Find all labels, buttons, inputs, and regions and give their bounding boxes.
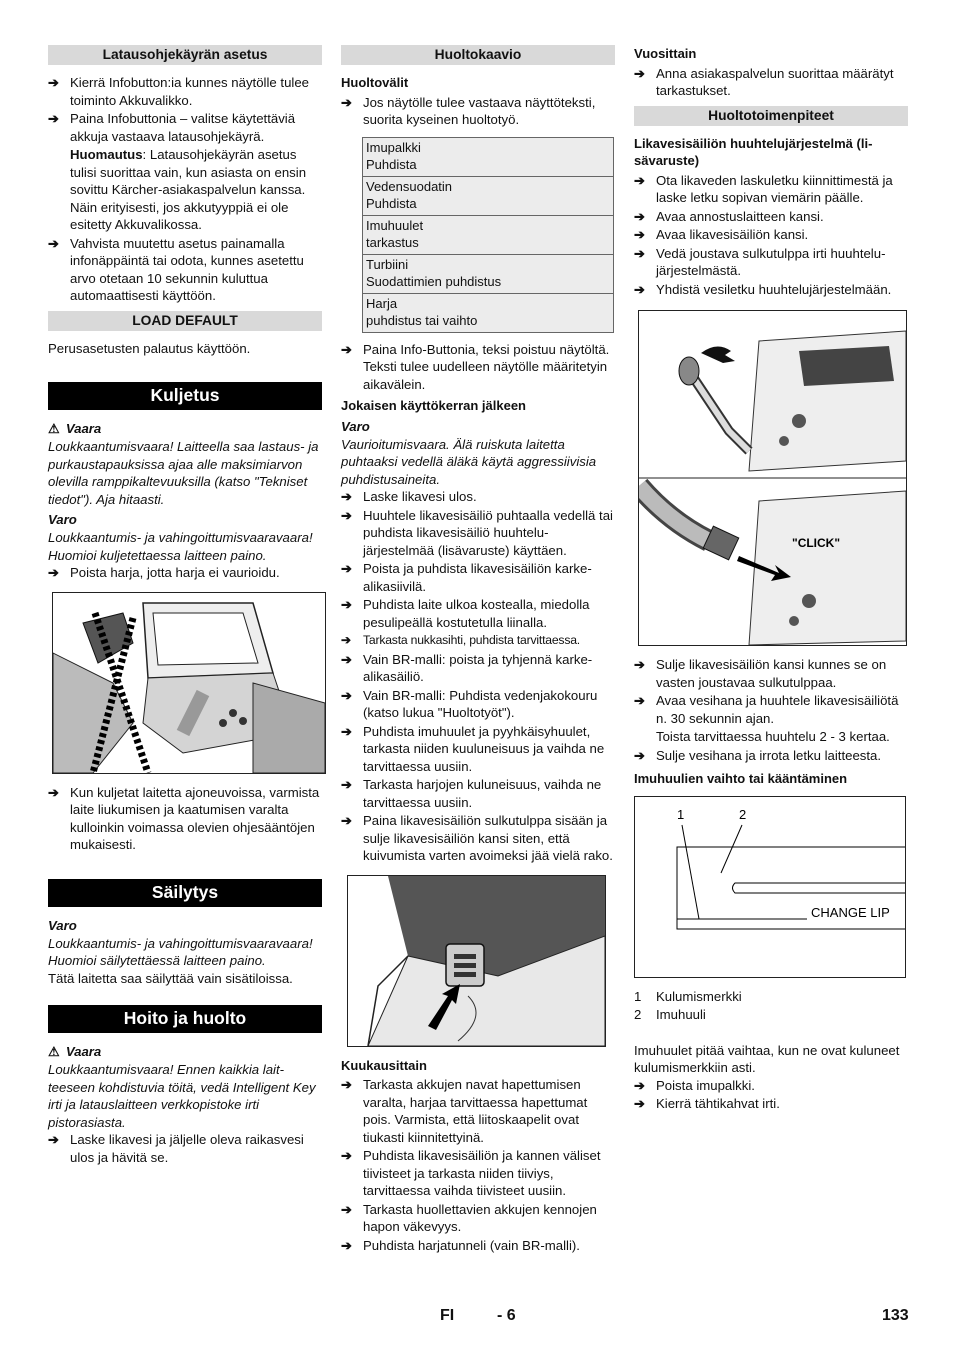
arrow-icon: ➔ [341, 94, 353, 110]
arrow-icon: ➔ [634, 657, 646, 672]
table-row: Imupalkki Puhdista [363, 137, 614, 176]
step: ➔ Puhdista harjatunneli (vain BR-malli). [341, 1237, 580, 1253]
arrow-icon: ➔ [341, 341, 353, 357]
arrow-icon: ➔ [341, 561, 353, 576]
paragraph: Tätä laitetta saa säilyttää vain sisätiloissa. [48, 970, 293, 986]
step: ➔ Huuhtele likavesisäiliö puhtaalla vedellä tai puhdista likavesisäiliö huuhtelujärjestelmää (lisävaruste) käyttäen. [341, 507, 613, 558]
arrow-icon: ➔ [341, 651, 353, 667]
footer-local-page: - 6 [497, 1307, 516, 1324]
arrow-icon: ➔ [341, 489, 353, 504]
sub-heading: Imuhuulien vaihto tai kääntäminen [634, 771, 848, 786]
footer-page-number: 133 [882, 1307, 909, 1324]
figure-change-lip [634, 796, 906, 978]
click-label: "CLICK" [792, 536, 841, 550]
sub-heading: Huoltovälit [341, 75, 409, 90]
chapter-heading-sailytys: Säilytys [48, 879, 322, 907]
step: ➔ Vain BR-malli: poista ja tyhjennä karkealikasäiliö. [341, 651, 593, 684]
column-1 [48, 45, 322, 1167]
warning-triangle-icon: ⚠ [48, 421, 60, 436]
paragraph: Perusasetusten palautus käyttöön. [48, 340, 251, 356]
table-row: Imuhuulet tarkastus [363, 215, 614, 254]
step: ➔ Poista imupalkki. [634, 1077, 755, 1093]
arrow-icon: ➔ [48, 1132, 60, 1147]
arrow-icon: ➔ [48, 784, 60, 800]
chapter-heading-kuljetus: Kuljetus [48, 382, 322, 410]
caution-text: Vaurioitumisvaara. Älä ruiskuta laitetta puhtaaksi vedellä äläkä käytä aggressiivisia puhdistusaineita. [341, 436, 597, 487]
arrow-icon: ➔ [341, 1077, 353, 1092]
step: ➔ Vahvista muutettu asetus painamalla infonäppäintä tai odota, kunnes asetettu arvo otetaan 10 sekunnin kuluttua automaattisesti käyttöön. [48, 235, 304, 303]
arrow-icon: ➔ [341, 723, 353, 739]
step: ➔ Kierrä tähtikahvat irti. [634, 1096, 780, 1111]
step: ➔ Vain BR-malli: Puhdista vedenjakokouru (katso lukua "Huoltotyöt"). [341, 687, 598, 720]
step: ➔ Puhdista imuhuulet ja pyyhkäisyhuulet, tarkasta niiden kuuluneisuus ja vaihda ne tarvittaessa uusiin. [341, 723, 605, 774]
arrow-icon: ➔ [341, 633, 352, 647]
arrow-icon: ➔ [634, 172, 646, 188]
step: ➔ Puhdista laite ulkoa kostealla, miedolla pesulipeällä kostutetulla liinalla. [341, 597, 590, 630]
column-2 [341, 45, 615, 1255]
arrow-icon: ➔ [341, 597, 353, 612]
warning-label: ⚠ Vaara [48, 421, 102, 436]
machine-illustration [53, 593, 325, 773]
sub-heading: Vuosittain [634, 46, 697, 61]
arrow-icon: ➔ [48, 75, 60, 90]
step: ➔ Avaa likavesisäiliön kansi. [634, 227, 809, 242]
figure-remove-brush [52, 592, 326, 774]
footer-language: FI [440, 1307, 455, 1324]
legend-item: 1 Kulumismerkki [634, 988, 742, 1004]
arrow-icon: ➔ [634, 1096, 646, 1111]
table-row: Harja puhdistus tai vaihto [363, 293, 614, 332]
step: ➔ Kierrä Infobutton:ia kunnes näytölle tulee toiminto Akkuvalikko. [48, 75, 309, 108]
caution-text: Loukkaantumis- ja vahingoittumisvaaravaara! Huomioi kuljetettaessa laitteen paino. [48, 530, 313, 563]
legend-item: 2 Imuhuuli [634, 1006, 706, 1022]
step: ➔ Paina likavesisäiliön sulkutulppa sisään ja sulje likavesisäiliön kansi siten, että kuivumista varten avoimeksi jää vielä rako. [341, 813, 613, 863]
callout-1: 1 [677, 806, 685, 822]
callout-2: 2 [739, 806, 747, 822]
step: ➔ Paina Infobuttonia – valitse käytettäviä akkuja vastaava latausohjekäyrä. [48, 111, 296, 144]
table-row: Vedensuodatin Puhdista [363, 176, 614, 215]
step: ➔ Avaa annostuslaitteen kansi. [634, 208, 824, 224]
step: ➔ Kun kuljetat laitetta ajoneuvoissa, varmista laite liukumisen ja kaatumisen varalta kulloinkin voimassa olevien ohjesääntöjen mukaisesti. [48, 784, 320, 852]
warning-text: Loukkaantumisvaara! Laitteella saa lastaus- ja purkaustapauksissa ajaa alle maksimiarvon olevilla ramppikaltevuuksilla (katso "Tekniset tiedot"). Aja hitaasti. [48, 439, 319, 507]
arrow-icon: ➔ [341, 777, 353, 792]
arrow-icon: ➔ [634, 65, 646, 81]
step: ➔ Avaa vesihana ja huuhtele likavesisäiliötä n. 30 sekunnin ajan. [634, 693, 899, 726]
step: ➔ Sulje likavesisäiliön kansi kunnes se on vasten joustavaa sulkutulppaa. [634, 657, 887, 690]
arrow-icon: ➔ [48, 111, 60, 126]
step: ➔ Sulje vesihana ja irrota letku laitteesta. [634, 747, 882, 763]
arrow-icon: ➔ [48, 565, 60, 580]
section-heading-charging-curve: Latausohjekäyrän asetus [48, 45, 322, 65]
note: Huomautus: Latausohjekäyrän asetus tulisi suorittaa vain, kun asiasta on ensin sovittu Kärcher-asiakaspalvelun kanssa. Näin erityisesti, jos akkutyyppiä ei ole esitetty Akkuvalikossa. [70, 147, 307, 232]
arrow-icon: ➔ [341, 507, 353, 523]
sub-heading: Jokaisen käyttökerran jälkeen [341, 398, 526, 413]
arrow-icon: ➔ [634, 281, 646, 297]
arrow-icon: ➔ [341, 813, 353, 828]
caution-label: Varo [48, 512, 77, 527]
step: ➔ Anna asiakaspalvelun suorittaa määrätyt tarkastukset. [634, 65, 894, 98]
arrow-icon: ➔ [341, 1237, 353, 1253]
arrow-icon: ➔ [634, 693, 646, 708]
caution-text: Loukkaantumis- ja vahingoittumisvaaravaara! Huomioi säilytettäessä laitteen paino. [48, 935, 313, 968]
change-lip-label: CHANGE LIP [811, 904, 890, 920]
warning-label: ⚠ Vaara [48, 1044, 102, 1059]
rinse-system-illustration [639, 311, 906, 645]
arrow-icon: ➔ [341, 687, 353, 703]
paragraph: Imuhuulet pitää vaihtaa, kun ne ovat kuluneet kulumismerkkiin asti. [634, 1042, 900, 1075]
note: Toista tarvittaessa huuhtelu 2 - 3 kertaa. [656, 729, 890, 744]
maintenance-table [362, 137, 614, 333]
section-heading-maintenance-work: Huoltotoimenpiteet [634, 106, 908, 126]
step: ➔ Puhdista likavesisäiliön ja kannen väliset tiivisteet ja tarkasta niiden tiiviys, tarvittaessa vaihda tiivisteet uusiin. [341, 1148, 601, 1198]
arrow-icon: ➔ [341, 1201, 353, 1217]
step: ➔ Vedä joustava sulkutulppa irti huuhtelujärjestelmästä. [634, 245, 886, 278]
tank-plug-illustration [348, 876, 605, 1046]
step: ➔ Tarkasta harjojen kuluneisuus, vaihda ne tarvittaessa uusiin. [341, 777, 602, 810]
arrow-icon: ➔ [634, 227, 646, 242]
arrow-icon: ➔ [634, 245, 646, 261]
step: ➔ Poista ja puhdista likavesisäiliön karkealikasiivilä. [341, 561, 592, 594]
chapter-heading-hoito: Hoito ja huolto [48, 1005, 322, 1033]
caution-label: Varo [341, 418, 370, 434]
step: ➔ Yhdistä vesiletku huuhtelujärjestelmään. [634, 281, 892, 297]
arrow-icon: ➔ [634, 208, 646, 224]
column-3 [634, 45, 908, 1114]
caution-label: Varo [48, 917, 77, 933]
step: ➔ Jos näytölle tulee vastaava näyttöteksti, suorita kyseinen huoltotyö. [341, 94, 596, 127]
sub-heading: Likavesisäiliön huuhtelujärjestelmä (lisävaruste) [634, 135, 873, 168]
step: ➔ Poista harja, jotta harja ei vaurioidu. [48, 565, 280, 580]
arrow-icon: ➔ [341, 1148, 353, 1163]
step: ➔ Tarkasta akkujen navat hapettumisen varalta, harjaa tarvittaessa hapettumat pois. Varmista, että liitoskaapelit ovat tiukasti kiinnitettyinä. [341, 1077, 588, 1145]
arrow-icon: ➔ [48, 235, 60, 251]
step: ➔ Laske likavesi ulos. [341, 489, 477, 504]
step: ➔ Tarkasta huollettavien akkujen kennojen hapon väkevyys. [341, 1201, 597, 1234]
arrow-icon: ➔ [634, 1077, 646, 1093]
sub-heading: Kuukausittain [341, 1057, 427, 1073]
warning-text: Loukkaantumisvaara! Ennen kaikkia laitteeseen kohdistuvia töitä, vedä Intelligent Key irti ja latauslaitteen verkkopistoke irti pistorasiasta. [48, 1062, 316, 1130]
table-row: Turbiini Suodattimien puhdistus [363, 254, 614, 293]
warning-triangle-icon: ⚠ [48, 1044, 60, 1059]
step: ➔ Tarkasta nukkasihti, puhdista tarvittaessa. [341, 632, 615, 650]
step: ➔ Laske likavesi ja jäljelle oleva raikasvesi ulos ja hävitä se. [48, 1132, 304, 1165]
figure-rinse-system [638, 310, 907, 646]
section-heading-load-default: LOAD DEFAULT [48, 311, 322, 331]
step: ➔ Paina Info-Buttonia, teksi poistuu näytöltä. Teksti tulee uudelleen näytölle määritetyin aikavälein. [341, 341, 610, 392]
step: ➔ Ota likaveden laskuletku kiinnittimestä ja laske letku sopivan viemärin päälle. [634, 172, 893, 205]
arrow-icon: ➔ [634, 747, 646, 763]
section-heading-maintenance-schedule: Huoltokaavio [341, 45, 615, 65]
figure-tank-plug [347, 875, 606, 1047]
squeegee-lip-illustration [635, 797, 905, 977]
